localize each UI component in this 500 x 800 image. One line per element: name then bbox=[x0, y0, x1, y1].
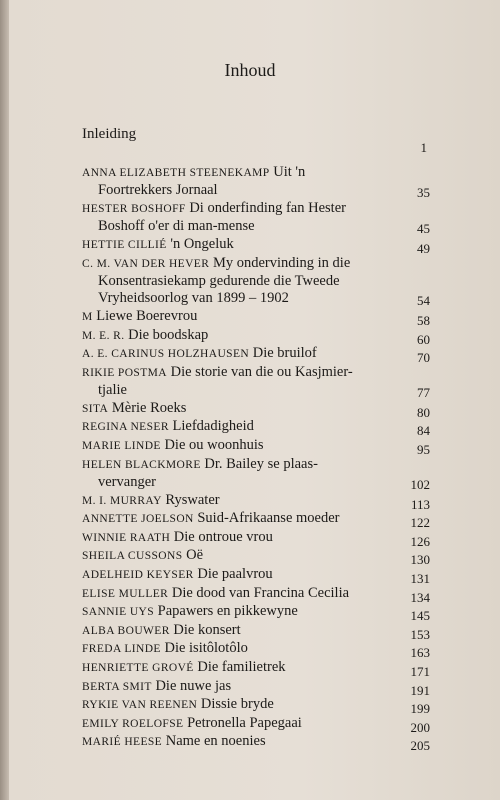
toc-entry-title: Mèrie Roeks bbox=[111, 399, 187, 416]
toc-entry-title-continued: Boshoff o'er di man-mense bbox=[98, 218, 255, 235]
page-title: Inhoud bbox=[224, 60, 276, 80]
toc-entry-title: Oë bbox=[186, 547, 204, 564]
toc-entry-author: HENRIETTE GROVÉ bbox=[82, 661, 194, 674]
toc-entry-title: Name en noenies bbox=[165, 733, 266, 750]
toc-entry-author: SANNIE UYS bbox=[82, 606, 155, 619]
toc-entry-page: 102 bbox=[410, 476, 430, 492]
toc-entry-title: Die ontroue vrou bbox=[173, 528, 273, 545]
toc-entry-title-continued: vervanger bbox=[98, 473, 156, 490]
toc-entry-title: Die bruilof bbox=[252, 345, 317, 362]
toc-entry-title: Liewe Boerevrou bbox=[96, 308, 198, 324]
toc-entry-page: 131 bbox=[410, 570, 430, 586]
toc-entry-title: Petronella Papegaai bbox=[187, 714, 302, 731]
toc-entry-page: 171 bbox=[410, 663, 430, 679]
toc-entry-page: 163 bbox=[410, 645, 430, 661]
toc-intro-page: 1 bbox=[420, 140, 427, 155]
toc-entry-page: 130 bbox=[410, 552, 430, 568]
toc-entry-page: 199 bbox=[410, 701, 430, 717]
toc-entry-author: RIKIE POSTMA bbox=[82, 366, 167, 379]
toc-entry bbox=[82, 678, 432, 696]
toc-entry-title: Uit 'n bbox=[273, 164, 306, 180]
toc-entry bbox=[82, 364, 432, 400]
toc-entry-page: 49 bbox=[417, 241, 430, 256]
toc-entry-page: 45 bbox=[417, 221, 430, 237]
toc-entry bbox=[82, 585, 432, 603]
toc-entry-page: 153 bbox=[410, 626, 430, 642]
toc-entry-title: Die konsert bbox=[173, 621, 241, 638]
toc-entry-author: SITA bbox=[82, 402, 109, 415]
toc-entry-title: Die paalvrou bbox=[197, 565, 273, 582]
toc-entry-page: 95 bbox=[417, 441, 430, 457]
toc-entry-title: 'n Ongeluk bbox=[170, 236, 234, 252]
toc-entry-author: EMILY ROELOFSE bbox=[82, 717, 184, 730]
toc-entry bbox=[82, 659, 432, 677]
toc-entry-author: ADELHEID KEYSER bbox=[82, 568, 194, 581]
toc-entry-title: Ryswater bbox=[165, 491, 220, 508]
toc-intro-entry bbox=[82, 126, 427, 155]
toc-entry-author: BERTA SMIT bbox=[82, 680, 152, 693]
toc-entry-title: Die nuwe jas bbox=[155, 677, 232, 694]
toc-entry-author: M. I. MURRAY bbox=[82, 494, 162, 507]
toc-entry bbox=[82, 547, 432, 568]
toc-entry bbox=[82, 255, 432, 308]
toc-entry-title: Die dood van Francina Cecilia bbox=[171, 584, 350, 601]
toc-entry-page: 70 bbox=[417, 350, 430, 366]
toc-entry bbox=[82, 622, 432, 640]
toc-entry-author: ANNETTE JOELSON bbox=[82, 513, 194, 526]
toc-entry bbox=[82, 603, 432, 624]
toc-entry-author: WINNIE RAATH bbox=[82, 531, 171, 544]
toc-entry-author: HESTER BOSHOFF bbox=[82, 203, 186, 215]
toc-entry-author: A. E. CARINUS HOLZHAUSEN bbox=[82, 348, 250, 361]
toc-entry bbox=[82, 566, 432, 584]
toc-entry-page: 145 bbox=[410, 608, 430, 624]
toc-entry bbox=[82, 696, 432, 717]
toc-entry-page: 134 bbox=[410, 589, 430, 605]
toc-entry-author: MARIE LINDE bbox=[82, 439, 161, 452]
toc-entry bbox=[82, 236, 432, 254]
toc-entry-title: Die isitôlotôlo bbox=[164, 640, 248, 657]
toc-entry bbox=[82, 715, 432, 733]
toc-entry bbox=[82, 418, 432, 439]
toc-entry-title-continued: Konsentrasiekamp gedurende die Tweede bbox=[98, 273, 340, 289]
toc-entry bbox=[82, 345, 432, 366]
toc-entry bbox=[82, 400, 432, 418]
toc-entry-author: RYKIE VAN REENEN bbox=[82, 699, 198, 712]
toc-entry-page: 205 bbox=[410, 738, 430, 754]
toc-entry-title: Suid-Afrikaanse moeder bbox=[197, 510, 340, 527]
toc-entry bbox=[82, 640, 432, 661]
toc-entry-page: 60 bbox=[417, 331, 430, 347]
toc-entry-page: 80 bbox=[417, 404, 430, 420]
toc-entry-page: 84 bbox=[417, 423, 430, 439]
toc-entry-page: 77 bbox=[417, 385, 430, 401]
toc-entry-page: 113 bbox=[410, 496, 430, 512]
toc-entry-author: SHEILA CUSSONS bbox=[82, 550, 183, 563]
toc-entry-page: 126 bbox=[410, 533, 430, 549]
toc-entry bbox=[82, 327, 432, 345]
toc-entry-author: ALBA BOUWER bbox=[82, 624, 170, 637]
toc-entry-page: 58 bbox=[417, 313, 430, 328]
toc-entry-author: MARIÉ HEESE bbox=[82, 736, 163, 749]
toc-entry-title-continued: tjalie bbox=[98, 382, 127, 399]
toc-entry bbox=[82, 510, 432, 531]
toc-entry bbox=[82, 200, 432, 236]
toc-entry-title: Die boodskap bbox=[128, 326, 209, 343]
toc-entry bbox=[82, 492, 432, 510]
toc-entry-title: Dissie bryde bbox=[200, 696, 274, 713]
book-gutter bbox=[0, 0, 9, 800]
toc-entry-title: My ondervinding in die bbox=[212, 254, 351, 271]
table-of-contents bbox=[82, 164, 432, 752]
toc-entry-title: Die familietrek bbox=[197, 658, 286, 675]
toc-entry bbox=[82, 456, 432, 492]
toc-entry bbox=[82, 733, 432, 754]
toc-entry-page: 200 bbox=[410, 719, 430, 735]
toc-entry-author: M. E. R. bbox=[82, 329, 125, 342]
toc-entry-title: Papawers en pikkewyne bbox=[157, 603, 298, 620]
toc-entry-title: Liefdadigheid bbox=[172, 418, 254, 435]
toc-entry-title-continued: Vryheidsoorlog van 1899 – 1902 bbox=[98, 290, 289, 307]
toc-entry-title-continued: Foortrekkers Jornaal bbox=[98, 182, 218, 199]
toc-entry-title: Die ou woonhuis bbox=[164, 436, 264, 453]
toc-entry-page: 35 bbox=[417, 185, 430, 201]
toc-entry-author: ELISE MULLER bbox=[82, 587, 169, 600]
toc-entry-title: Die storie van die ou Kasjmier- bbox=[170, 363, 353, 380]
toc-entry-page: 54 bbox=[417, 293, 430, 309]
toc-entry bbox=[82, 529, 432, 547]
toc-entry-author: HETTIE CILLIÉ bbox=[82, 239, 167, 251]
toc-entry-title: Dr. Bailey se plaas- bbox=[204, 455, 318, 472]
toc-entry bbox=[82, 437, 432, 455]
toc-entry-page: 122 bbox=[410, 515, 430, 531]
toc-entry-author: HELEN BLACKMORE bbox=[82, 458, 201, 471]
toc-entry-author: ANNA ELIZABETH STEENEKAMP bbox=[82, 167, 270, 179]
toc-entry bbox=[82, 164, 432, 200]
toc-entry-title: Di onderfinding fan Hester bbox=[189, 200, 346, 216]
toc-entry-author: REGINA NESER bbox=[82, 421, 169, 434]
toc-entry-author: FREDA LINDE bbox=[82, 643, 161, 656]
toc-entry bbox=[82, 308, 432, 326]
toc-intro-title: Inleiding bbox=[82, 126, 137, 142]
toc-entry-page: 191 bbox=[410, 682, 430, 698]
toc-entry-author: C. M. VAN DER HEVER bbox=[82, 257, 210, 270]
toc-entry-author: M bbox=[82, 311, 93, 323]
